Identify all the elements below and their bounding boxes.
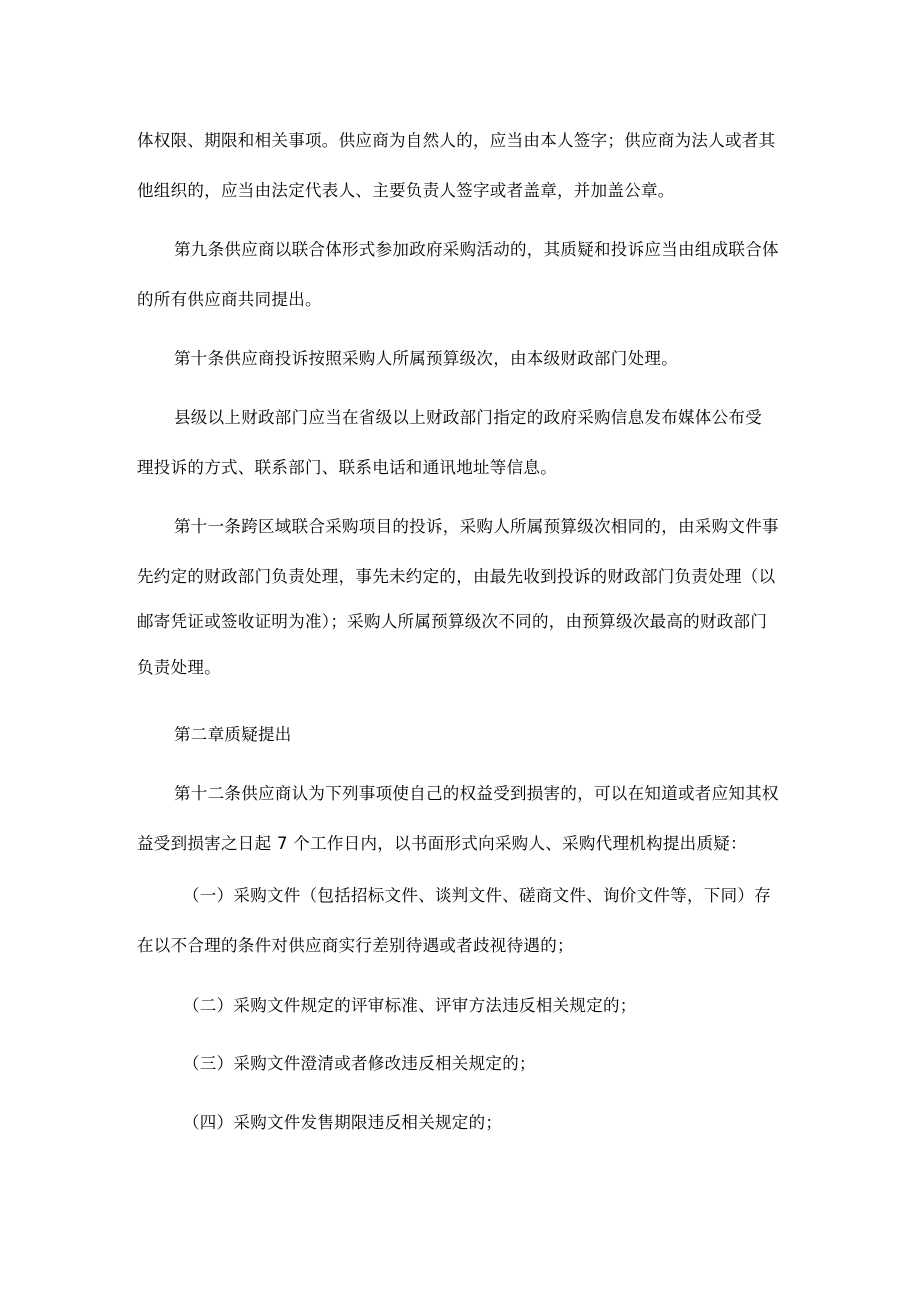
- article-12-heading-line: 第十二条供应商认为下列事项使自己的权益受到损害的，可以在知道或者应知其权: [174, 784, 779, 803]
- paragraph-line: 他组织的，应当由法定代表人、主要负责人签字或者盖章，并加盖公章。: [137, 181, 675, 200]
- article-11-heading-line: 第十一条跨区域联合采购项目的投诉，采购人所属预算级次相同的，由采购文件事: [174, 517, 779, 536]
- article-10-line: 第十条供应商投诉按照采购人所属预算级次，由本级财政部门处理。: [174, 349, 678, 368]
- paragraph-line: 体权限、期限和相关事项。供应商为自然人的，应当由本人签字；供应商为法人或者其: [137, 131, 776, 150]
- list-item-4: （四）采购文件发售期限违反相关规定的；: [183, 1113, 503, 1132]
- paragraph-line: 负责处理。: [137, 658, 221, 677]
- paragraph-line: 理投诉的方式、联系部门、联系电话和通讯地址等信息。: [137, 458, 557, 477]
- list-item-1: （一）采购文件（包括招标文件、谈判文件、磋商文件、询价文件等，下同）存: [183, 886, 771, 905]
- paragraph-line: 在以不合理的条件对供应商实行差别待遇或者歧视待遇的；: [137, 936, 574, 955]
- paragraph-line: 先约定的财政部门负责处理，事先未约定的，由最先收到投诉的财政部门负责处理（以: [137, 567, 776, 586]
- list-item-2: （二）采购文件规定的评审标准、评审方法违反相关规定的；: [183, 996, 637, 1015]
- paragraph-line: 县级以上财政部门应当在省级以上财政部门指定的政府采购信息发布媒体公布受: [174, 408, 762, 427]
- paragraph-line: 的所有供应商共同提出。: [137, 290, 322, 309]
- article-9-heading-line: 第九条供应商以联合体形式参加政府采购活动的，其质疑和投诉应当由组成联合体: [174, 240, 779, 259]
- chapter-2-title: 第二章质疑提出: [174, 725, 292, 744]
- list-item-3: （三）采购文件澄清或者修改违反相关规定的；: [183, 1054, 536, 1073]
- paragraph-line: 邮寄凭证或签收证明为准）；采购人所属预算级次不同的，由预算级次最高的财政部门: [137, 612, 768, 631]
- paragraph-line: 益受到损害之日起 7 个工作日内，以书面形式向采购人、采购代理机构提出质疑：: [137, 834, 747, 853]
